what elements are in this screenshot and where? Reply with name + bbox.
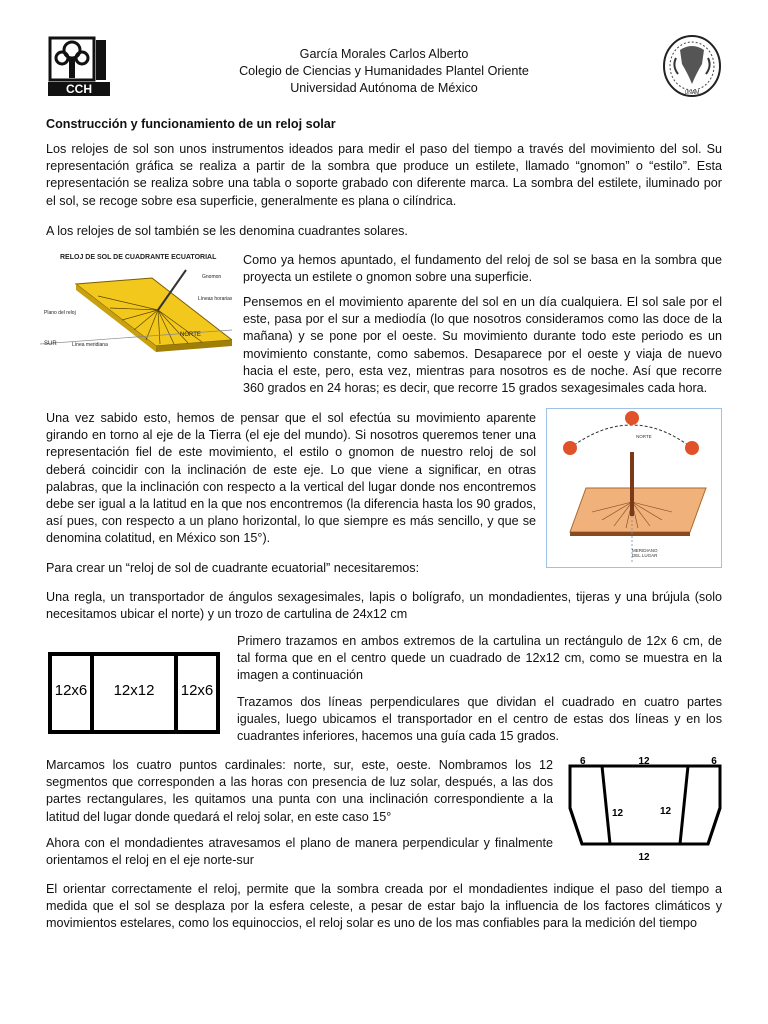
hour-lines-label: Líneas horarias <box>198 296 232 302</box>
cardboard-layout-figure <box>48 652 220 734</box>
paragraph-inclinacion: Una vez sabido esto, hemos de pensar que el sol efectúa su movimiento aparente girando en torno al eje de la Tierra (el eje del mundo). Si nosotros queremos tener una representación fiel de este movimiento, el estilo o gnomon de nuestro reloj de sol deberá coincidir con la inclinación de este eje. Lo que viene a significar, en otras palabras, que la inclinación con respecto a la vertical del lugar donde nos encontremos debe ser igual a la latitud en la que nos encontremos (la diferencia hasta los 90 grados, así pues, con respecto a un plano horizontal, lo que siempre es más sencillo, y que se denomina colatitud, en México son 15°). <box>46 411 536 546</box>
cch-logo-text: CCH <box>66 82 92 96</box>
meridian-label-1: MERIDIANO <box>632 548 658 553</box>
unam-seal <box>662 34 722 98</box>
paragraph-mondadientes: Ahora con el mondadientes atravesamos el plano de manera perpendicular y finalmente orientamos el reloj en el eje norte-sur <box>46 836 553 868</box>
top-center-label: 12 <box>638 756 650 767</box>
cut-shape-figure <box>562 752 728 864</box>
paragraph-orientar: El orientar correctamente el reloj, permite que la sombra creada por el mondadientes indique el paso del tiempo a medida que el sol se desplaza por la esfera celeste, a pesar de estar bajo la influencia de los factores climáticos y movimientos estelares, como los equinoccios, el reloj solar es uno de los mas confiables para la medición del tiempo <box>46 882 722 931</box>
norte-label: NORTE <box>636 434 652 439</box>
meridian-label: Línea meridiana <box>72 342 108 348</box>
university-name: Universidad Autónoma de México <box>290 81 478 95</box>
paragraph-materiales: Una regla, un transportador de ángulos sexagesimales, lapis o bolígrafo, un mondadientes, tijeras y una brújula (solo necesitamos ubicar el norte) y un trozo de cartulina de 24x12 cm <box>46 590 722 622</box>
equatorial-sundial-figure <box>40 248 232 400</box>
norte-label: NORTE <box>180 332 201 338</box>
top-left-label: 6 <box>580 756 586 767</box>
right-rect-label: 12x6 <box>180 682 214 699</box>
plane-label: Plano del reloj <box>44 310 76 316</box>
figure1-title: RELOJ DE SOL DE CUADRANTE ECUATORIAL <box>60 254 217 261</box>
paragraph-movimiento-sol: Pensemos en el movimiento aparente del sol en un día cualquiera. El sol sale por el este, pasa por el sur a mediodía (lo que nosotros consideramos como las doce de la mañana) y se pone por el oeste. Su movimiento durante todo este periodo es un movimiento constante, como sabemos. Desaparece por el oeste y viaja de nuevo hacia el este, pero, esta vez, mientras para nosotros es de noche. Así que recorre 360 grados en 24 horas; es decir, que recorre 15 grados sexagesimales cada hora. <box>243 295 722 396</box>
sun-path-figure <box>546 408 722 568</box>
bottom-label: 12 <box>638 852 650 863</box>
inner-right-label: 12 <box>660 806 672 817</box>
author-name: García Morales Carlos Alberto <box>299 47 469 61</box>
inner-left-label: 12 <box>612 808 624 819</box>
top-right-label: 6 <box>711 756 717 767</box>
paragraph-puntos-cardinales: Marcamos los cuatro puntos cardinales: norte, sur, este, oeste. Nombramos los 12 segmentos que corresponden a las horas con presencia de luz solar, después, a las dos partes rectangulares, les quitamos una punta con una inclinación correspondiente a la latitud del lugar donde quedará el reloj solar, en este caso 15° <box>46 758 553 824</box>
paragraph-crear: Para crear un “reloj de sol de cuadrante ecuatorial” necesitaremos: <box>46 561 420 575</box>
paragraph-fundamento: Como ya hemos apuntado, el fundamento del reloj de sol se basa en la sombra que proyecta un estilete o gnomon sobre una superficie. <box>243 253 722 285</box>
paragraph-intro: Los relojes de sol son unos instrumentos ideados para medir el paso del tiempo a través del movimiento del sol. Su representación gráfica se realiza a partir de la sombra que produce un estilete, llamado “gnomon” o “estilo”. Esta representación se realiza sobre una tabla o soporte grabado con diferente marca. La sombra del estilete, iluminado por el sol, se recoge sobre esa superficie, generalmente es plana o cilíndrica. <box>46 142 722 208</box>
paragraph-lineas: Trazamos dos líneas perpendiculares que dividan el cuadrado en cuatro partes iguales, luego ubicamos el transportador en el centro de estas dos líneas y en los cuadrantes inferiores, hacemos una guía cada 15 grados. <box>237 695 722 744</box>
left-rect-label: 12x6 <box>54 682 88 699</box>
sur-label: SUR <box>44 341 57 347</box>
cch-logo <box>48 36 110 96</box>
paragraph-primero: Primero trazamos en ambos extremos de la cartulina un rectángulo de 12x 6 cm, de tal forma que en el centro quede un cuadrado de 12x12 cm, como se muestra en la imagen a continuación <box>237 634 722 683</box>
gnomon-stick <box>630 452 634 516</box>
gnomon-label: Gnomon <box>202 274 222 280</box>
paragraph-cuadrantes: A los relojes de sol también se les denomina cuadrantes solares. <box>46 224 408 238</box>
school-name: Colegio de Ciencias y Humanidades Plantel Oriente <box>239 64 529 78</box>
unam-seal-text: UNAM <box>684 90 700 96</box>
meridian-label-2: DEL LUGAR <box>632 553 658 558</box>
document-title: Construcción y funcionamiento de un reloj solar <box>46 117 336 131</box>
center-square-label: 12x12 <box>113 682 155 699</box>
